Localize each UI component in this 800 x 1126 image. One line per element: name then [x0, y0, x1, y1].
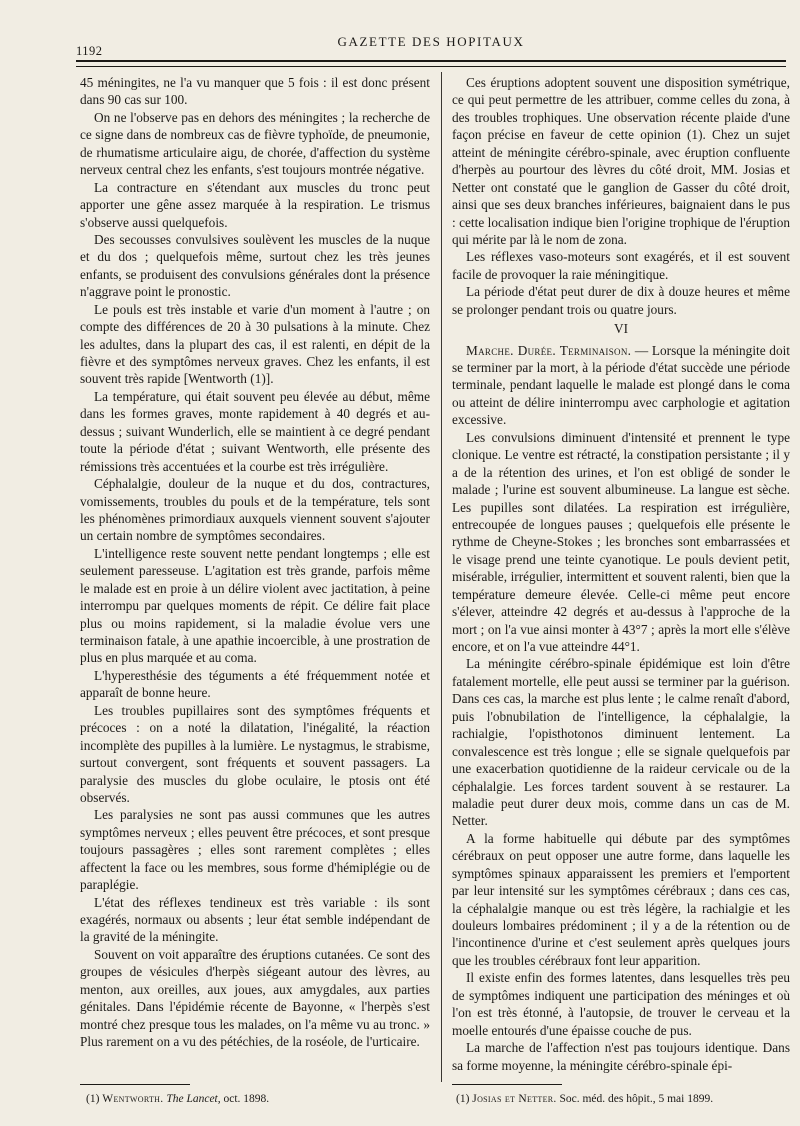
paragraph: Il existe enfin des formes latentes, dans lesquelles très peu de symptômes indiquent une participation des méninges et où l'on est très étonné, à l'autopsie, de trouver le cerveau et la moelle entourés d'une épaisse couche de pus. [452, 970, 790, 1038]
footnote-rule-left [80, 1084, 190, 1085]
section-opening-paragraph [452, 342, 790, 429]
paragraph: La température, qui était souvent peu élevée au début, même dans les formes graves, monte rapidement à 40 degrés et au-dessus ; suivant Wunderlich, elle se maintient à ce degré pendant toute la période d'état ; suivant Wentworth, elle présente des rémissions très accentuées et la courbe est très irrégulière. [80, 388, 430, 474]
footnote-author: Wentworth. [102, 1093, 164, 1105]
paragraph: Le pouls est très instable et varie d'un moment à l'autre ; on compte des différences de 20 à 30 pulsations à la minute. Chez les adultes, dans la plupart des cas, il est ralenti, en dépit de la fièvre et des symptômes nerveux graves. Chez les enfants, il est souvent très rapide [Wentworth (1)]. [80, 301, 430, 387]
paragraph: 45 méningites, ne l'a vu manquer que 5 fois : il est donc présent dans 90 cas sur 100. [80, 75, 430, 108]
paragraph: La marche de l'affection n'est pas toujours identique. Dans sa forme moyenne, la méningite cérébro-spinale épi- [452, 1040, 790, 1073]
header-rule-thin [76, 66, 786, 67]
footnote-right [456, 1092, 786, 1106]
footnote-detail: oct. 1898. [220, 1093, 270, 1105]
footnote-left [86, 1092, 426, 1106]
paragraph: L'intelligence reste souvent nette pendant longtemps ; elle est seulement paresseuse. L'agitation est très grande, parfois même le malade est en proie à un délire violent avec jactitation, à peine interrompu par quelques moments de répit. Ce délire fait place plus ou moins rapidement, si la maladie évolue vers une terminaison fatale, à une apathie incoercible, à une prostration de plus en plus marquée et au coma. [80, 545, 430, 666]
column-divider [441, 72, 442, 1082]
paragraph: L'état des réflexes tendineux est très variable : ils sont exagérés, normaux ou absents ; leur état semble indépendant de la gravité de la méningite. [80, 894, 430, 945]
running-title: GAZETTE DES HOPITAUX [337, 34, 525, 49]
section-heading: Marche. Durée. Terminaison. [466, 342, 632, 358]
footnote-detail: Soc. méd. des hôpit., 5 mai 1899. [556, 1093, 714, 1105]
paragraph: A la forme habituelle qui débute par des symptômes cérébraux on peut opposer une autre forme, dans laquelle les symptômes spinaux apparaissent les premiers et l'emportent par leur intensité sur les symptômes cérébraux ; dans ces cas, la céphalalgie manque ou est très légère, la rachialgie et les douleurs lombaires prédominent ; il y a de la rétention ou de l'incontinence d'urine et c'est seulement après quelques jours que les troubles cérébraux font leur apparition. [452, 830, 790, 968]
left-column [80, 74, 430, 1051]
footnote-marker: (1) [456, 1093, 473, 1105]
paragraph: Les réflexes vaso-moteurs sont exagérés, et il est souvent facile de provoquer la raie méningitique. [452, 249, 790, 282]
paragraph: Les paralysies ne sont pas aussi communes que les autres symptômes nerveux ; elles peuvent être précoces, et sont presque toujours passagères ; elles sont rarement complètes ; elles affectent la face ou les membres, sous forme d'hémiplégie ou de paraplégie. [80, 807, 430, 893]
footnote-rule-right [452, 1084, 562, 1085]
footnote-marker: (1) [86, 1093, 103, 1105]
paragraph: La période d'état peut durer de dix à douze heures et même se prolonger pendant trois ou quatre jours. [452, 284, 790, 317]
paragraph: L'hyperesthésie des téguments a été fréquemment notée et apparaît de bonne heure. [80, 667, 430, 701]
section-opening-text: — Lorsque la méningite doit se terminer par la mort, à la période d'état succède une période terminale, pendant laquelle le malade est plongé dans le coma ou atteint de délire ininterrompu avec carphologie et agitation excessive. [452, 342, 790, 428]
paragraph: Souvent on voit apparaître des éruptions cutanées. Ce sont des groupes de vésicules d'herpès siégeant autour des lèvres, au menton, aux oreilles, aux joues, aux amygdales, aux parties génitales. Dans l'épidémie récente de Bayonne, « l'herpès s'est montré chez presque tous les malades, on l'a même vu au tronc. » Plus rarement on a vu des pétéchies, de la roséole, de l'urticaire. [80, 946, 430, 1050]
footnote-journal: The Lancet, [163, 1093, 221, 1105]
paragraph: Céphalalgie, douleur de la nuque et du dos, contractures, vomissements, troubles du pouls et de la température, tels sont les phénomènes primordiaux auxquels viennent souvent s'ajouter un certain nombre de symptômes secondaires. [80, 476, 430, 544]
page-number: 1192 [76, 44, 103, 58]
paragraph: Ces éruptions adoptent souvent une disposition symétrique, ce qui peut permettre de les attribuer, comme celles du zona, à des troubles trophiques. Une observation récente plaide d'une façon précise en faveur de cette opinion (1). Chez un sujet atteint de méningite cérébro-spinale, avec éruption confluente d'herpès au pourtour des lèvres du côté droit, MM. Josias et Netter ont constaté que le ganglion de Gasser du côté droit, ainsi que ses deux branches inférieures, baignaient dans le pus : cette localisation indique bien l'origine trophique de l'éruption qui mérite par là le nom de zona. [452, 75, 790, 247]
paragraph: La méningite cérébro-spinale épidémique est loin d'être fatalement mortelle, elle peut aussi se terminer par la guérison. Dans ces cas, la marche est plus lente ; le calme renaît d'abord, puis l'obnubilation de l'intelligence, la céphalalgie, la rachialgie, l'opisthotonos diminuent lentement. La convalescence est très longue ; elle se signale quelquefois par une exacerbation quotidienne de la raideur cervicale ou de la céphalalgie. Les forces tardent souvent à se restaurer. La maladie peut durer deux mois, comme dans un cas de M. Netter. [452, 656, 790, 829]
right-column [452, 74, 790, 1074]
footnote-author: Josias et Netter. [472, 1093, 557, 1105]
header-rule [76, 60, 786, 62]
page-header [76, 34, 786, 58]
paragraph: Les convulsions diminuent d'intensité et prennent le type clonique. Le ventre est rétracté, la constipation persistante ; il y a de la rétention des urines, et l'on est obligé de sonder le malade ; l'urine est souvent albumineuse. La langue est sèche. Les pupilles sont dilatées. La respiration est irrégulière, entrecoupée de longues pauses ; quelquefois elle présente le rythme de Cheyne-Stokes ; les bronches sont embarrassées et le visage prend une teinte cyanotique. Le pouls devient petit, misérable, irrégulier, intermittent et souvent ralenti, bien que la température demeure élevée. Celle-ci même peut encore s'élever, atteindre 42 degrés et au-dessus à l'approche de la mort ; on l'a vue ainsi monter à 43°7 ; après la mort elle s'élève encore, et on l'a vue atteindre 44°1. [452, 429, 790, 654]
paragraph: Des secousses convulsives soulèvent les muscles de la nuque et du dos ; quelquefois même, surtout chez les très jeunes enfants, se produisent des convulsions générales dont la présence n'aggrave point le pronostic. [80, 231, 430, 300]
paragraph: La contracture en s'étendant aux muscles du tronc peut apporter une gêne assez marquée à la respiration. Le trismus s'observe aussi quelquefois. [80, 179, 430, 230]
paragraph: On ne l'observe pas en dehors des méningites ; la recherche de ce signe dans de nombreux cas de fièvre typhoïde, de pneumonie, de rhumatisme articulaire aigu, de chorée, d'affection du système nerveux central chez les enfants, s'est toujours montrée négative. [80, 109, 430, 178]
section-number: VI [613, 321, 629, 337]
paragraph: Les troubles pupillaires sont des symptômes fréquents et précoces : on a noté la dilatation, l'inégalité, la réaction incomplète des pupilles à la lumière. Le nystagmus, le strabisme, surtout convergent, sont fréquents et souvent passagers. La paralysie des muscles du globe oculaire, le ptosis ont été observés. [80, 702, 430, 805]
